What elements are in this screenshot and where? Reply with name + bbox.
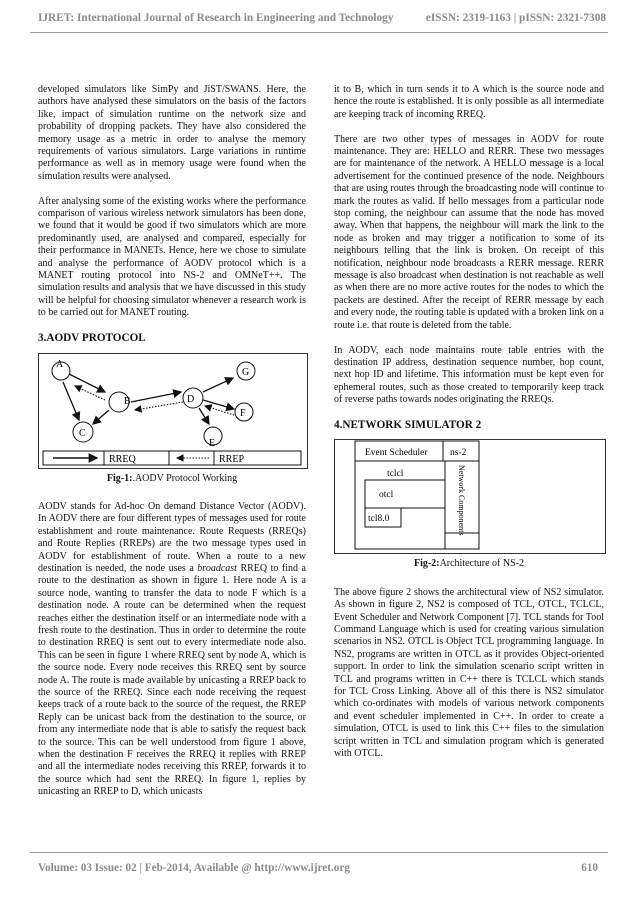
svg-text:B: B xyxy=(124,395,131,407)
paragraph: The above figure 2 shows the architectural view of NS2 simulator. As shown in figure 2, NS2 is composed of TCL, OTCL, TCLCL, Event Scheduler and Network Component [7]. TCL stands for Tool Command Language which is used for creating various simulation scenarios in NS2. OTCL is Object TCL programming language. In NS2, programs are written in OTCL as it provides Object-oriented support. In order to link the simulation scenario script written in TCL and programs written in C++ there is TCLCL which stands for TCL Cross Linking. Above all of this there is NS2 simulator which co-ordinates with models of various network components and event scheduler implemented in C++. In order to create a simulation, OTCL is used to link this C++ files to the simulation script written in TCL and simulation program which is generated with OTCL. xyxy=(334,586,604,760)
otcl-label: otcl xyxy=(379,490,394,501)
section-heading: 4.NETWORK SIMULATOR 2 xyxy=(334,418,482,431)
rreq-arrow xyxy=(131,392,181,402)
rreq-arrow xyxy=(199,408,209,424)
figure-aodv xyxy=(38,353,308,469)
figure-caption: Fig-1:.AODV Protocol Working xyxy=(106,472,238,484)
rreq-arrow xyxy=(93,410,109,424)
paragraph: After analysing some of the existing works where the performance comparison of various wireless network simulators has been done, we found that it would be good if two simulators which are more predominantly used, are analysed and compared, especially for their performance in MANETs. Hence, here we chose to simulate and analyse the performance of AODV protocol which is a MANET routing protocol into NS-2 and OMNeT++. The simulation results and analysis that we have discussed in this study will be helpful for choosing simulator whenever a research work is to be carried out for MANET routing. xyxy=(38,195,306,319)
rreq-arrow xyxy=(203,378,233,392)
aodv-diagram xyxy=(39,354,307,468)
node-a xyxy=(52,359,70,380)
rrep-arrow xyxy=(135,402,183,410)
svg-text:A: A xyxy=(56,358,64,370)
rreq-arrow xyxy=(203,400,234,409)
node-d xyxy=(183,388,203,408)
right-column xyxy=(334,84,604,773)
node-e xyxy=(204,427,222,449)
figure-caption: Fig-2:Architecture of NS-2 xyxy=(414,558,524,570)
paragraph: AODV stands for Ad-hoc On demand Distance Vector (AODV). In AODV there are four different types of messages used for route establishment and route maintenance. Route Requests (RREQs) and Route Replies (RREPs) are the two message types used in AODV for establishment of route. When a route to a new destination is needed, the node uses a broadcast RREQ to find a route to the destination as shown in figure 1. Here node A is a source node, wanting to transfer the data to node F which is a destination node. A route can be determined when the request reaches either the destination itself or an intermediate node with a fresh route to the destination. Thus in order to determine the route to destination RREQ is sent out to every intermediate node also. This can be seen in figure 1 where RREQ sent by node A, which is the source node. Every node receives this RREQ sent by source node A. The route is made available by unicasting a RREP back to the source of the RREQ. Since each node receiving the request keeps track of a route back to the source of the request, the RREP Reply can be unicast back from the destination to the source, or from any intermediate node that is able to satisfy the request back to the source. This can be well understood from figure 1 above, when the destination F receives the RREQ it replies with RREP and all the intermediate nodes receiving this RREP, forwards it to the source which had sent the RREQ. In figure 1, replies by unicasting an RREP to D, which unicasts xyxy=(38,500,306,798)
journal-title: IJRET: International Journal of Research in Engineering and Technology xyxy=(38,12,394,24)
rrep-arrow xyxy=(205,406,237,416)
volume-info: Volume: 03 Issue: 02 | Feb-2014, Available @ http://www.ijret.org xyxy=(38,862,350,874)
paragraph: developed simulators like SimPy and JiST/SWANS. Here, the authors have analysed these simulators on the basis of the factors like, impact of simulation runtime on the network size and probability of dropping packets. They have also considered the memory usage as a metric in order to analyse the memory requirements of various simulators. Large variations in runtime performance as well as in memory usage were found when the simulation results were analysed. xyxy=(38,84,306,182)
node-g xyxy=(237,362,255,380)
svg-text:F: F xyxy=(240,407,246,419)
rrep-arrow xyxy=(75,386,105,400)
node-b xyxy=(109,392,131,412)
ns2-architecture-diagram xyxy=(335,440,605,553)
svg-text:D: D xyxy=(187,393,195,405)
node-c xyxy=(73,422,93,442)
svg-text:C: C xyxy=(79,427,86,439)
rreq-arrow xyxy=(69,374,105,392)
paragraph: In AODV, each node maintains route table entries with the destination IP address, destination sequence number, hop count, next hop ID and lifetime. This information must be kept even for ephemeral routes, such as those created to temporarily keep track of reverse paths towards nodes originating the RREQs. xyxy=(334,344,604,406)
issn: eISSN: 2319-1163 | pISSN: 2321-7308 xyxy=(425,12,606,24)
tclcl-label: tclcl xyxy=(387,469,404,480)
left-column xyxy=(38,84,306,811)
legend-rrep: RREP xyxy=(219,453,245,465)
node-f xyxy=(235,403,253,421)
paragraph: it to B, which in turn sends it to A which is the source node and hence the route is established. It is only possible as all intermediate are keeping track of incoming RREQ. xyxy=(334,84,604,120)
legend-rreq: RREQ xyxy=(109,453,136,465)
section-heading: 3.AODV PROTOCOL xyxy=(38,332,146,345)
header-rule xyxy=(30,32,608,33)
tcl80-label: tcl8.0 xyxy=(368,514,390,525)
svg-text:E: E xyxy=(209,437,216,449)
journal-link[interactable]: http://www.ijret.org xyxy=(254,862,350,874)
svg-text:G: G xyxy=(242,366,250,378)
footer-rule xyxy=(30,852,608,853)
network-components-label: Network Components xyxy=(457,465,466,536)
figure-ns2 xyxy=(334,439,606,554)
ns2-label: ns-2 xyxy=(450,448,467,459)
paragraph: There are two other types of messages in AODV for route maintenance. They are: HELLO and RERR. These two messages are for maintenance of the network. A HELLO message is a local advertisement for the continued presence of the node. Neighbours that are using routes through the broadcasting node will continue to mark the routes as valid. If hello messages from a particular node stop coming, the neighbour can assume that the node has moved away. When that happens, the neighbour will mark the link to the node as broken and may trigger a notification to some of its neighbours telling that the link is broken. On receipt of this notification, neighbour node broadcasts a RERR message. RERR message is also broadcast when destination is not reachable as well as when there are no more active routes for the nodes to which the packets are destined. After the receipt of RERR message by each and every node, the routing table is updated with a broken link on a route i.e. that route is deleted from the table. xyxy=(334,133,604,331)
rreq-arrow xyxy=(63,382,79,420)
page-number: 610 xyxy=(581,862,598,874)
event-scheduler-label: Event Scheduler xyxy=(365,448,428,459)
